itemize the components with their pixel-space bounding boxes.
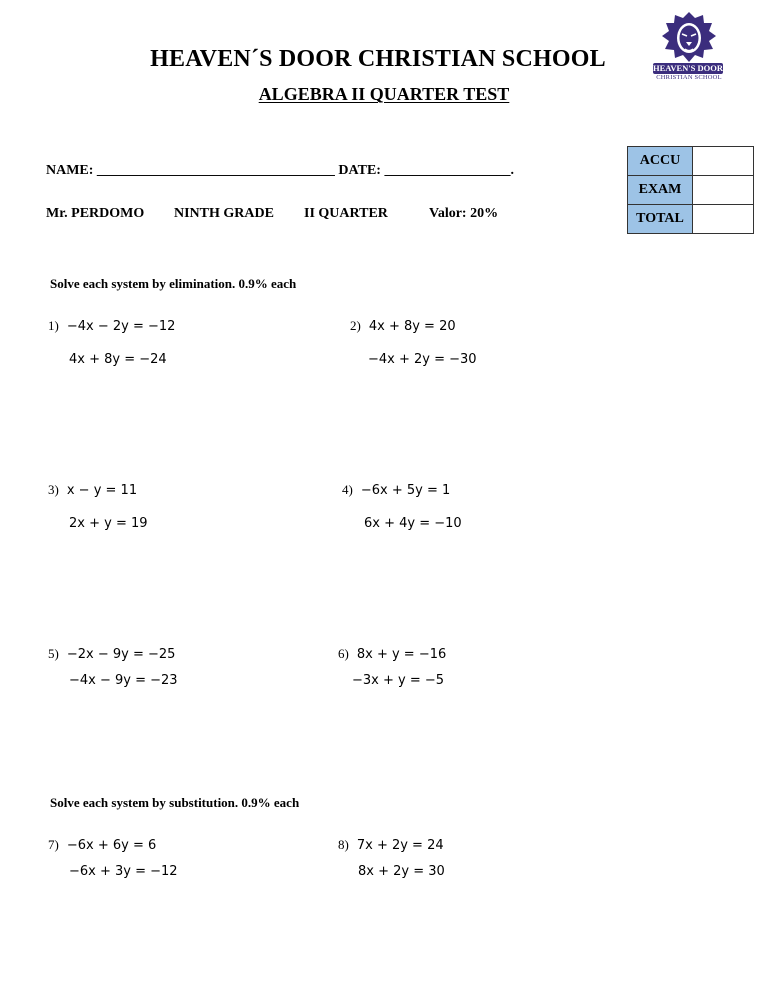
- equation-1: 8x + y = −16: [356, 647, 447, 662]
- score-label: EXAM: [628, 176, 693, 205]
- score-row-total: [628, 205, 754, 234]
- problem-number: 2): [350, 318, 361, 333]
- value-label: Valor: 20%: [429, 206, 499, 221]
- score-value[interactable]: [693, 205, 754, 234]
- section-instruction: Solve each system by elimination. 0.9% each: [50, 276, 297, 291]
- score-label: TOTAL: [628, 205, 693, 234]
- score-table: [627, 146, 754, 234]
- problem-3: [48, 482, 137, 498]
- equation-2: 2x + y = 19: [69, 516, 148, 531]
- equation-2: −4x − 9y = −23: [69, 673, 178, 688]
- lion-crest-icon: [651, 10, 727, 66]
- problem-number: 6): [338, 646, 349, 661]
- problem-number: 5): [48, 646, 59, 661]
- logo-text: HEAVEN'S DOOR: [653, 63, 723, 73]
- school-logo: [651, 10, 727, 82]
- score-row-exam: [628, 176, 754, 205]
- grade-label: NINTH GRADE: [174, 206, 274, 221]
- quarter-label: II QUARTER: [304, 206, 388, 221]
- problem-8: [338, 837, 444, 853]
- equation-1: −4x − 2y = −12: [66, 319, 176, 334]
- score-label: ACCU: [628, 147, 693, 176]
- test-title: ALGEBRA II QUARTER TEST: [258, 84, 510, 104]
- equation-2: −4x + 2y = −30: [368, 352, 477, 367]
- equation-2: −3x + y = −5: [352, 673, 445, 688]
- problem-1: [48, 318, 175, 334]
- problem-number: 3): [48, 482, 59, 497]
- section-instruction: Solve each system by substitution. 0.9% each: [50, 795, 300, 810]
- name-date-line[interactable]: NAME: __________________________________ DATE: __________________.: [46, 163, 514, 178]
- equation-1: 7x + 2y = 24: [356, 838, 444, 853]
- equation-2: 4x + 8y = −24: [69, 352, 167, 367]
- equation-1: −6x + 5y = 1: [360, 483, 451, 498]
- problem-6: [338, 646, 446, 662]
- teacher-name: Mr. PERDOMO: [46, 206, 145, 221]
- equation-1: −6x + 6y = 6: [66, 838, 157, 853]
- score-value[interactable]: [693, 176, 754, 205]
- equation-2: 6x + 4y = −10: [364, 516, 462, 531]
- problem-number: 7): [48, 837, 59, 852]
- equation-1: −2x − 9y = −25: [66, 647, 176, 662]
- equation-2: −6x + 3y = −12: [69, 864, 178, 879]
- problem-4: [342, 482, 450, 498]
- problem-7: [48, 837, 156, 853]
- problem-2: [350, 318, 456, 334]
- problem-5: [48, 646, 175, 662]
- problem-number: 8): [338, 837, 349, 852]
- equation-2: 8x + 2y = 30: [358, 864, 445, 879]
- score-row-accu: [628, 147, 754, 176]
- school-name: HEAVEN´S DOOR CHRISTIAN SCHOOL: [150, 46, 606, 72]
- problem-number: 1): [48, 318, 59, 333]
- logo-subtext: CHRISTIAN SCHOOL: [656, 74, 722, 81]
- problem-number: 4): [342, 482, 353, 497]
- equation-1: x − y = 11: [66, 483, 138, 498]
- equation-1: 4x + 8y = 20: [368, 319, 456, 334]
- score-value[interactable]: [693, 147, 754, 176]
